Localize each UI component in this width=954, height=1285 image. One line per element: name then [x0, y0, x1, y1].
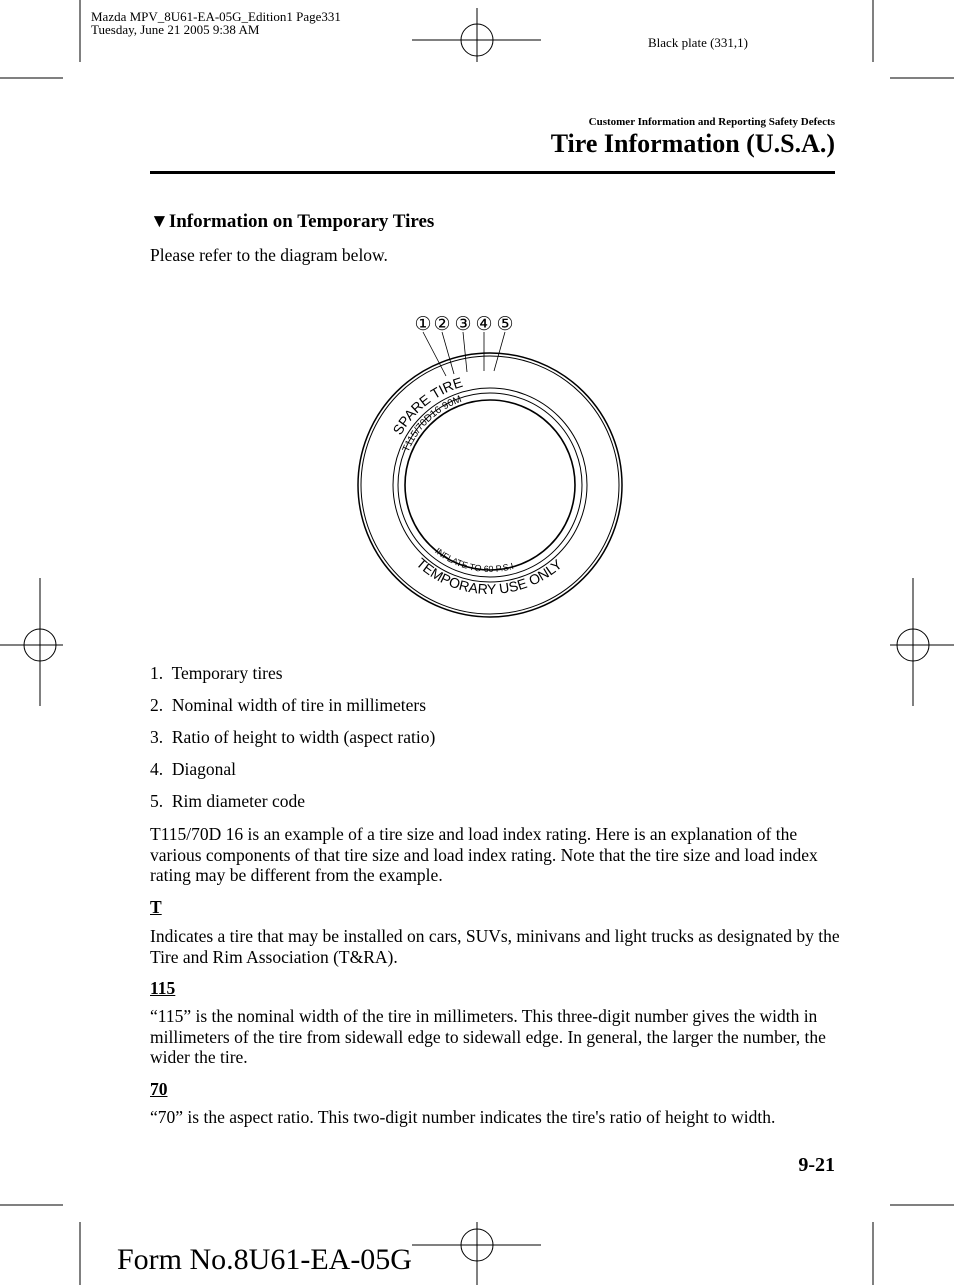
- tire-diagram: [0, 300, 954, 640]
- rim-middle-ring: [398, 393, 582, 577]
- subheading-text: Information on Temporary Tires: [168, 211, 435, 232]
- list-item: 2. Nominal width of tire in millimeters: [150, 695, 427, 715]
- rim-inner-ring: [405, 400, 575, 570]
- temporary-use-label: TEMPORARY USE ONLY: [413, 554, 565, 598]
- tire-size-label: T115/70D16 90M: [400, 393, 464, 454]
- tire-outer-inner-edge: [361, 356, 619, 614]
- title-rule: [150, 171, 835, 174]
- inflate-label: INFLATE TO 60 P.S.I: [433, 545, 515, 575]
- page-title: Tire Information (U.S.A.): [550, 129, 835, 158]
- callout-4: ④: [475, 314, 493, 335]
- term-description: Indicates a tire that may be installed on cars, SUVs, minivans and light trucks as designated by the Tire and Rim Association (T&RA).: [150, 926, 840, 967]
- callout-3: ③: [454, 314, 472, 335]
- list-item: 3. Ratio of height to width (aspect ratio): [150, 727, 436, 747]
- term-description: “115” is the nominal width of the tire in millimeters. This three-digit number gives the width in millimeters of the tire from sidewall edge to sidewall edge. In general, the larger the number, the wider the tire.: [150, 1006, 826, 1067]
- explanation-paragraph: T115/70D 16 is an example of a tire size and load index rating. Here is an explanation of the various components of that tire size and load index rating. Note that the tire size and load index rating may be different from the example.: [150, 824, 818, 885]
- list-item: 5. Rim diameter code: [150, 791, 306, 811]
- term-heading: 70: [150, 1079, 168, 1099]
- callout-2: ②: [433, 314, 451, 335]
- subheading: [150, 211, 434, 233]
- print-header-line2: Tuesday, June 21 2005 9:38 AM: [91, 22, 260, 37]
- term-heading: 115: [150, 978, 176, 998]
- callout-5: ⑤: [496, 314, 514, 335]
- spare-tire-label: SPARE TIRE: [389, 373, 465, 438]
- print-plate-label: Black plate (331,1): [648, 35, 748, 50]
- term-heading: T: [150, 897, 162, 917]
- term-description: “70” is the aspect ratio. This two-digit number indicates the tire's ratio of height to width.: [150, 1107, 776, 1127]
- triangle-marker-icon: ▼: [150, 211, 169, 232]
- list-item: 4. Diagonal: [150, 759, 237, 779]
- print-header-line1: Mazda MPV_8U61-EA-05G_Edition1 Page331: [91, 9, 341, 24]
- form-number: Form No.8U61-EA-05G: [117, 1243, 412, 1276]
- callout-1: ①: [414, 314, 432, 335]
- intro-text: Please refer to the diagram below.: [150, 245, 388, 265]
- page-number: 9-21: [798, 1154, 835, 1176]
- list-item: 1. Temporary tires: [150, 663, 283, 683]
- section-label: Customer Information and Reporting Safety Defects: [588, 116, 835, 128]
- rim-outer-ring: [393, 388, 587, 582]
